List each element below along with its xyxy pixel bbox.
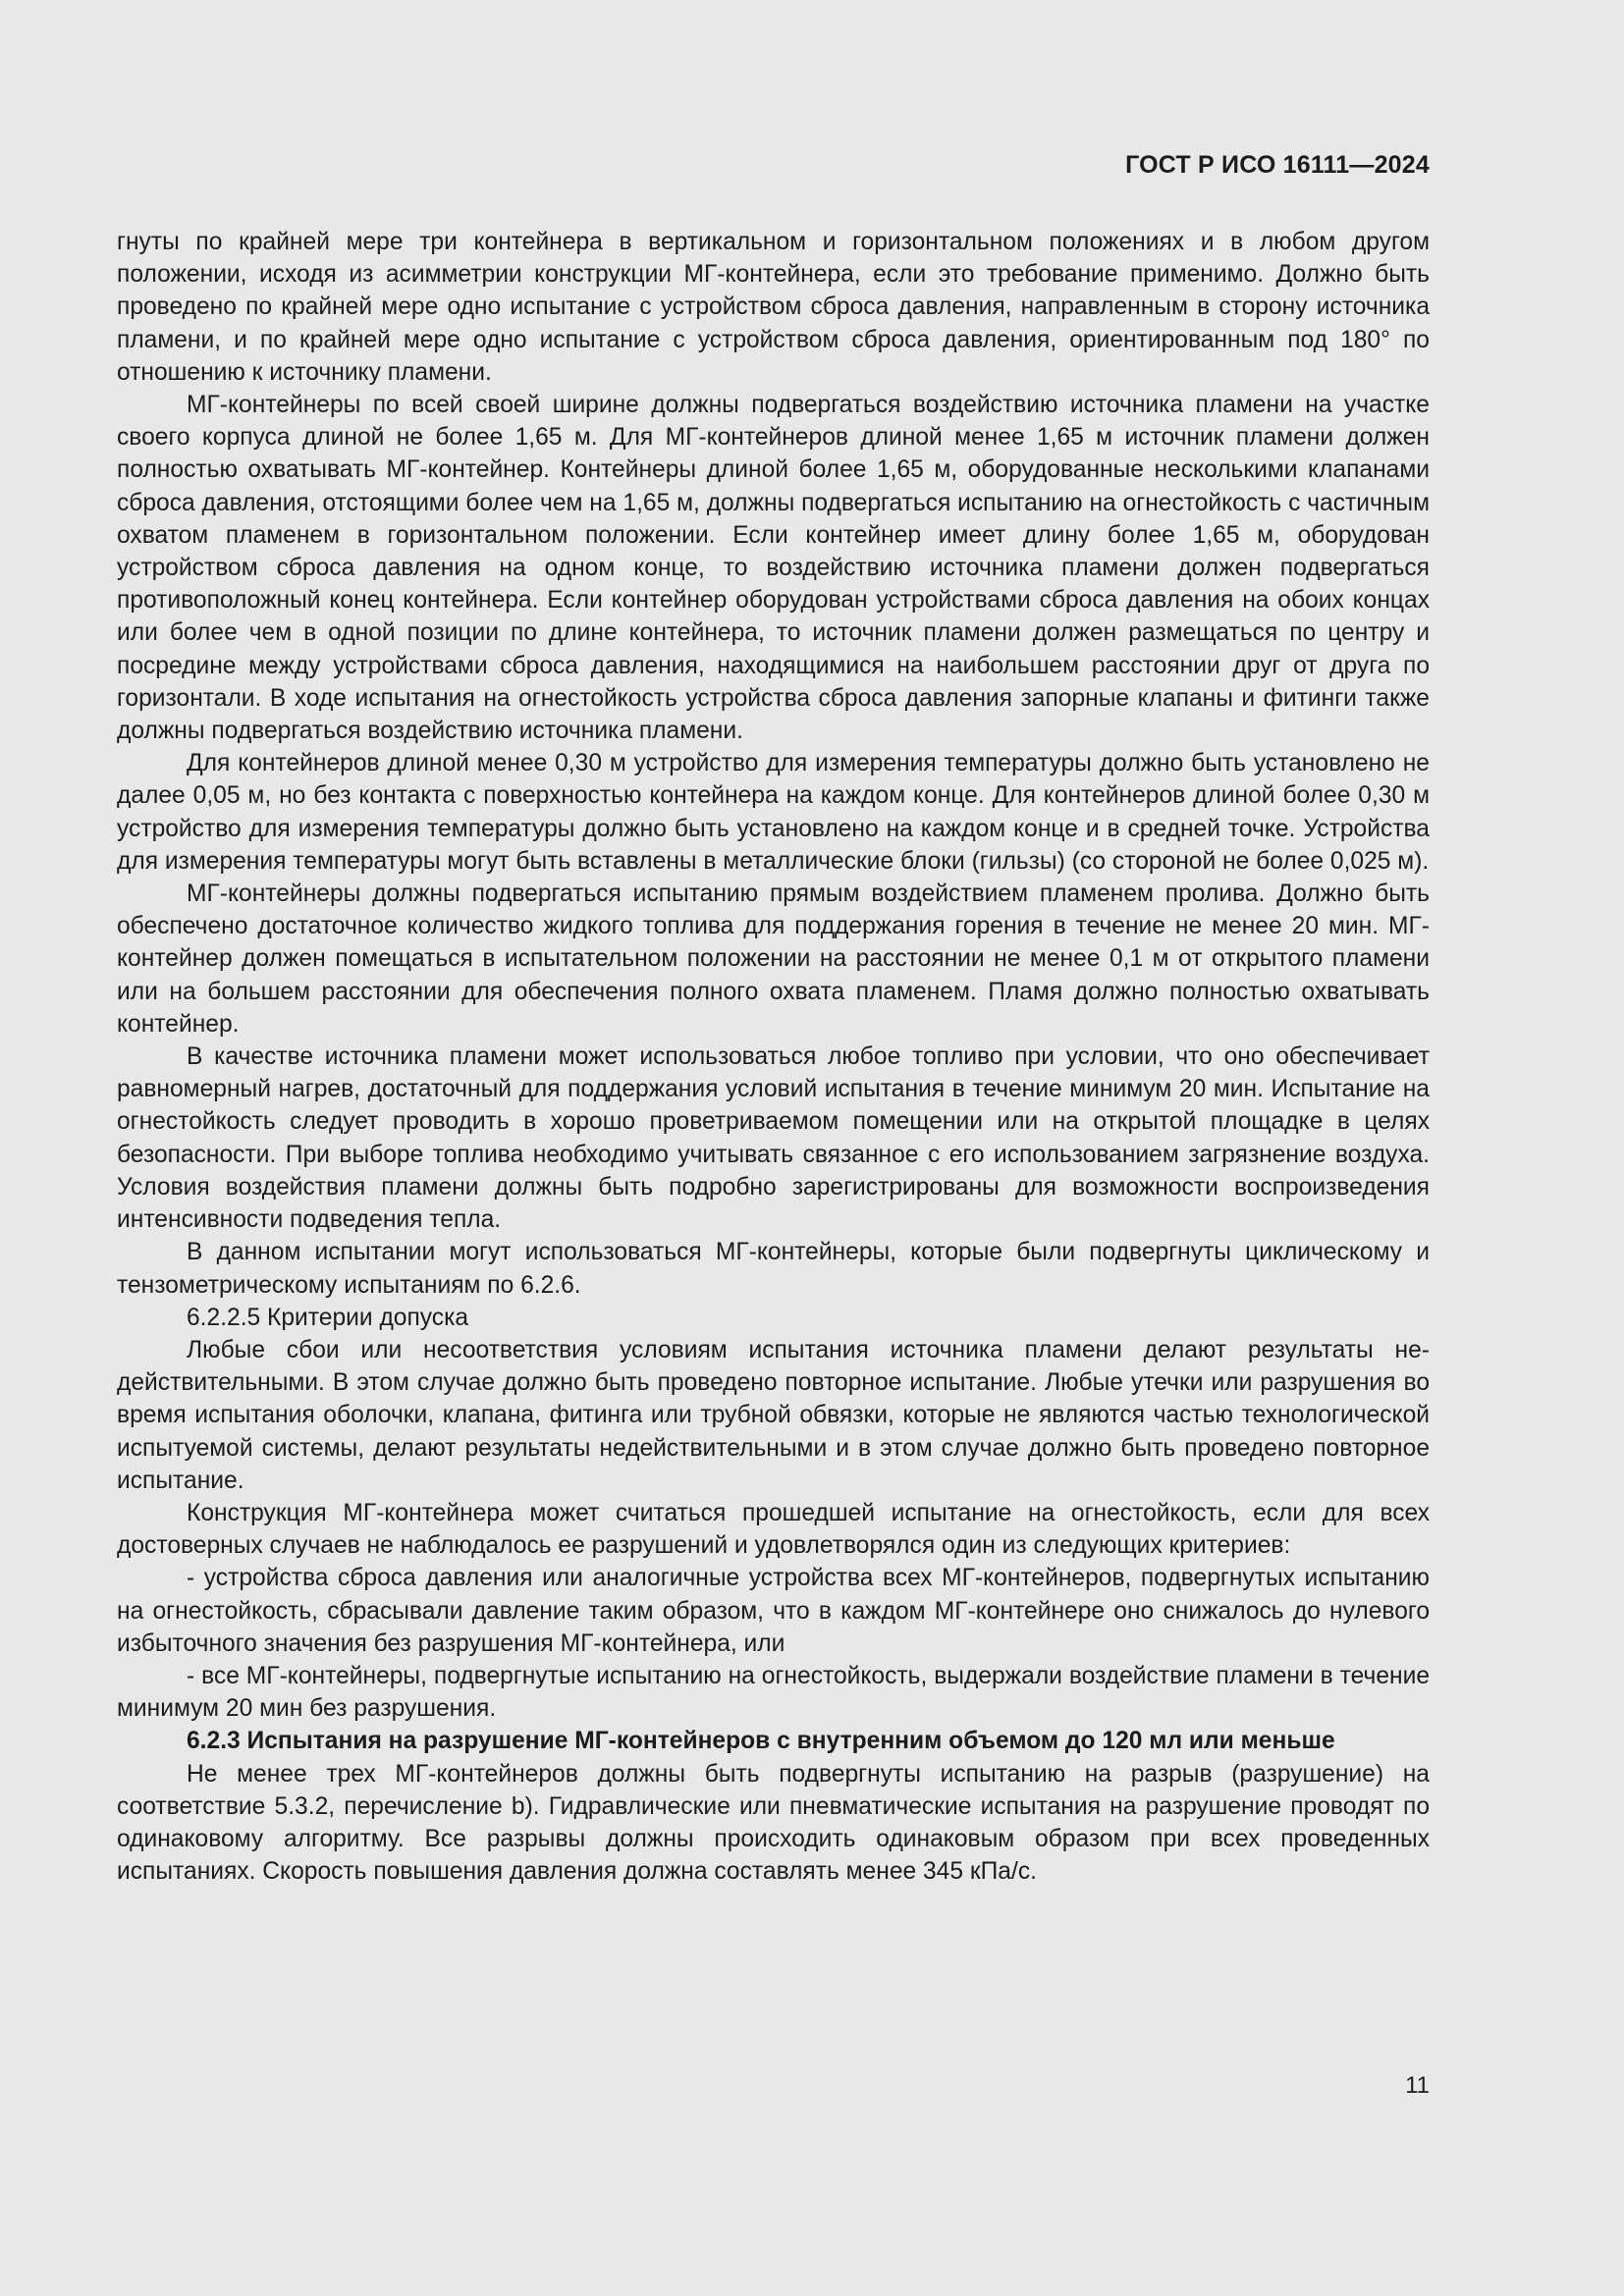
paragraph-fuel-source: В качестве источника пламени может использоваться любое топливо при условии, что оно обеспечивает равномерный нагрев, достаточный для поддержания условий испытания в течение минимум 20 мин. Испытание на огнестойкость следует проводить в хорошо проветриваемом помещении или на открытой площадке в целях безопасности. При выборе топлива необходимо учитывать связанное с его использованием загрязнение воздуха. Условия воздействия пламени должны быть подробно зарегистрированы для возможности воспроизведения интенсивности подведения тепла. [117,1043,1430,1234]
document-header: ГОСТ Р ИСО 16111—2024 [1125,151,1430,179]
paragraph-flame-exposure: МГ-контейнеры по всей своей ширине должны подвергаться воздействию источника пламени на участке своего корпуса длиной не более 1,65 м. Для МГ-контейнеров длиной менее 1,65 м источник пламени должен полностью охватывать МГ-контейнер. Контейнеры длиной более 1,65 м, оборудованные несколькими клапанами сброса давления, отстоящими более чем на 1,65 м, должны подвергаться испытанию на огнестойкость с частичным охватом пламенем в горизонтальном положении. Если контейнер имеет длину более 1,65 м, оборудован устройством сброса давления на одном конце, то воздействию источника пламени должен подвергаться противоположный конец контейнера. Если контейнер оборудован устройствами сброса давления на обоих концах или более чем в одной позиции по длине контейнера, то источник пламени должен размещаться по центру и посредине между устройствами сброса давления, находящимися на наибольшем расстоянии друг от друга по горизонтали. В ходе испытания на огнестойкость устройства сброса давления запорные клапаны и фитинги также должны подвергаться воздействию источника пламени. [117,392,1430,745]
paragraph-temperature-measurement: Для контейнеров длиной менее 0,30 м устройство для измерения температуры должно быть установлено не далее 0,05 м, но без контакта с поверхностью контейнера на каждом конце. Для контейнеров длиной более 0,30 м устройство для измерения температуры должно быть установлено на каждом конце и в средней точке. Устройства для измерения температуры могут быть вставлены в металлические блоки (гильзы) (со стороной не более 0,025 м). [117,750,1430,875]
list-item-withstand-flame: - все МГ-контейнеры, подвергнутые испытанию на огнестойкость, выдержали воздействие пламени в течение минимум 20 мин без разрушения. [117,1662,1430,1723]
list-item-pressure-relief: - устройства сброса давления или аналогичные устройства всех МГ-контейнеров, подвергнутых испытанию на огнестойкость, сбрасывали давление таким образом, что в каждом МГ-контейнере оно снижалось до нулевого избыточного значения без разрушения МГ-контейнера, или [117,1565,1430,1657]
paragraph-burst-test: Не менее трех МГ-контейнеров должны быть подвергнуты испытанию на разрыв (разрушение) на соответствие 5.3.2, перечисление b). Гидравлические или пневматические испытания на разрушение проводят по одинаковому алгоритму. Все разрывы должны происходить одинаковым образом при всех проведенных испытаниях. Скорость повышения давления должна составлять менее 345 кПа/с. [117,1760,1430,1886]
document-body [117,226,1430,1888]
paragraph-pool-fire: МГ-контейнеры должны подвергаться испытанию прямым воздействием пламенем пролива. Должно быть обеспечено достаточное количество жидкого топлива для поддержания горения в течение не менее 20 мин. МГ-контейнер должен помещаться в испытательном положении на расстоянии не менее 0,1 м от открытого пламени или на большем расстоянии для обеспечения полного охвата пламенем. Пламя должно полностью охватывать контейнер. [117,881,1430,1038]
section-heading-acceptance-criteria: 6.2.2.5 Критерии допуска [187,1304,469,1331]
paragraph-invalid-results: Любые сбои или несоответствия условиям испытания источника пламени делают результаты недействительными. В этом случае должно быть проведено повторное испытание. Любые утечки или разрушения во время испытания оболочки, клапана, фитинга или трубной обвязки, которые не являются частью технологической испытуемой системы, делают результаты недействительными и в этом случае должно быть проведено повторное испытание. [117,1336,1430,1494]
page-number: 11 [1405,2072,1430,2099]
section-heading-burst-test: 6.2.3 Испытания на разрушение МГ-контейнеров с внутренним объемом до 120 мл или меньше [187,1728,1335,1755]
paragraph-cyclic-test-note: В данном испытании могут использоваться МГ-контейнеры, которые были подвергнуты циклическому и тензометрическому испытаниям по 6.2.6. [117,1239,1430,1299]
paragraph-pass-conditions: Конструкция МГ-контейнера может считаться прошедшей испытание на огнестойкость, если для всех достоверных случаев не наблюдалось ее разрушений и удовлетворялся один из следующих критериев: [117,1499,1430,1560]
paragraph-continuation: гнуты по крайней мере три контейнера в вертикальном и горизонтальном положениях и в любом другом положении, исходя из асимметрии конструкции МГ-контейнера, если это требование применимо. Должно быть проведено по крайней мере одно испытание с устройством сброса давления, направленным в сторону источника пламени, и по крайней мере одно испытание с устройством сброса давления, ориентированным под 180° по отношению к источнику пламени. [117,229,1430,386]
